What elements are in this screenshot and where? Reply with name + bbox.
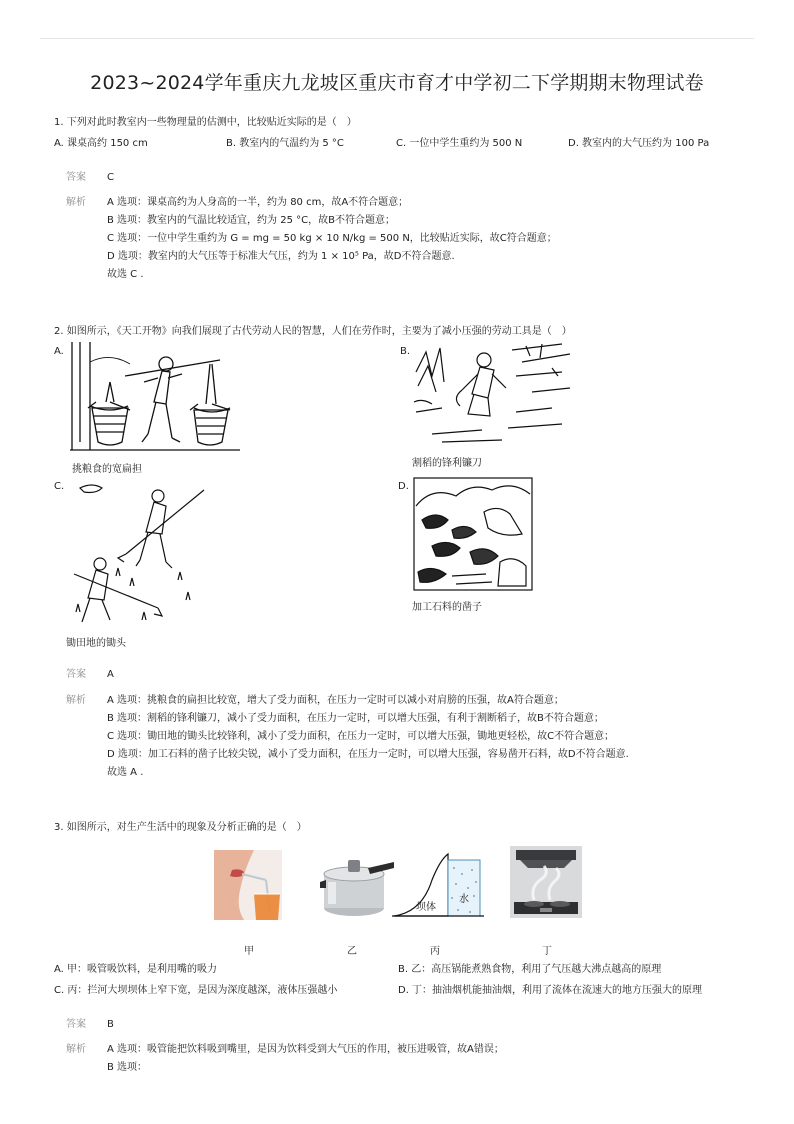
image-label-jia: 甲 — [244, 946, 254, 957]
q2-option-d-letter: D. — [398, 481, 409, 492]
dam-label: 坝体 — [416, 902, 436, 913]
q1-analysis-line: C 选项：一位中学生重约为 G = mg = 50 kg × 10 N/kg = 500 N，比较贴近实际，故C符合题意； — [107, 233, 557, 244]
q3-analysis-line: B 选项： — [107, 1062, 148, 1073]
chisel-illustration — [412, 476, 534, 594]
image-label-yi: 乙 — [347, 946, 357, 957]
q3-option-c: C. 丙：拦河大坝坝体上窄下宽，是因为深度越深，液体压强越小 — [54, 985, 338, 996]
q2-analysis-line: B 选项：割稻的锋利镰刀，减小了受力面积，在压力一定时，可以增大压强，有利于割断稻子，故B不符合题意； — [107, 713, 604, 724]
q1-option-c: C. 一位中学生重约为 500 N — [396, 138, 523, 149]
q3-option-d: D. 丁：抽油烟机能抽油烟，利用了流体在流速大的地方压强大的原理 — [398, 985, 703, 996]
q2-option-c-letter: C. — [54, 481, 65, 492]
q2-caption-a: 挑粮食的宽扁担 — [72, 464, 142, 475]
hoe-illustration — [66, 476, 212, 630]
q3-analysis-line: A 选项：吸管能把饮料吸到嘴里，是因为饮料受到大气压的作用，被压进吸管，故A错误； — [107, 1044, 504, 1055]
q2-stem: 2. 如图所示，《天工开物》向我们展现了古代劳动人民的智慧，人们在劳作时，主要为了减小压强的劳动工具是（ ） — [54, 326, 572, 337]
q1-analysis-line: 故选 C . — [107, 269, 144, 280]
q1-analysis-line: A 选项：课桌高约为人身高的一半，约为 80 cm，故A不符合题意； — [107, 197, 409, 208]
image-label-bing: 丙 — [430, 946, 440, 957]
q2-option-b-letter: B. — [400, 346, 411, 357]
q2-caption-d: 加工石料的凿子 — [412, 602, 482, 613]
q3-answer-label: 答案 — [66, 1019, 86, 1030]
header-divider — [40, 38, 754, 39]
carrying-pole-illustration — [70, 342, 242, 454]
q2-analysis-line: C 选项：锄田地的锄头比较锋利，减小了受力面积，在压力一定时，可以增大压强，锄地更轻松，故C不符合题意； — [107, 731, 615, 742]
sickle-illustration — [412, 342, 572, 448]
dam-diagram — [392, 850, 484, 918]
q1-analysis-label: 解析 — [66, 197, 86, 208]
q2-answer-label: 答案 — [66, 669, 86, 680]
q2-option-a-letter: A. — [54, 346, 64, 357]
q2-caption-b: 割稻的锋利镰刀 — [412, 458, 482, 469]
water-label: 水 — [459, 894, 469, 905]
q3-stem: 3. 如图所示，对生产生活中的现象及分析正确的是（ ） — [54, 822, 307, 833]
q3-analysis-label: 解析 — [66, 1044, 86, 1055]
q1-analysis-line: B 选项：教室内的气温比较适宜，约为 25 °C，故B不符合题意； — [107, 215, 395, 226]
q1-answer: C — [107, 172, 114, 183]
q2-analysis-line: A 选项：挑粮食的扁担比较宽，增大了受力面积，在压力一定时可以减小对肩膀的压强，故A符合题意； — [107, 695, 564, 706]
q3-option-a: A. 甲：吸管吸饮料，是利用嘴的吸力 — [54, 964, 218, 975]
q3-option-b: B. 乙：高压锅能煮熟食物，利用了气压越大沸点越高的原理 — [398, 964, 662, 975]
q2-caption-c: 锄田地的锄头 — [66, 638, 126, 649]
straw-drinking-photo — [214, 850, 282, 920]
q1-stem: 1. 下列对此时教室内一些物理量的估测中，比较贴近实际的是（ ） — [54, 117, 357, 128]
q1-option-d: D. 教室内的大气压约为 100 Pa — [568, 138, 710, 149]
q2-analysis-label: 解析 — [66, 695, 86, 706]
q2-answer: A — [107, 669, 114, 680]
q1-option-b: B. 教室内的气温约为 5 °C — [226, 138, 344, 149]
page-title: 2023~2024学年重庆九龙坡区重庆市育才中学初二下学期期末物理试卷 — [90, 72, 704, 94]
q2-analysis-line: 故选 A . — [107, 767, 144, 778]
range-hood-photo — [510, 846, 582, 918]
q2-analysis-line: D 选项：加工石料的凿子比较尖锐，减小了受力面积，在压力一定时，可以增大压强，容易凿开石料，故D不符合题意. — [107, 749, 629, 760]
image-label-ding: 丁 — [542, 946, 552, 957]
q1-option-a: A. 课桌高约 150 cm — [54, 138, 148, 149]
q3-answer: B — [107, 1019, 114, 1030]
q1-answer-label: 答案 — [66, 172, 86, 183]
q1-analysis-line: D 选项：教室内的大气压等于标准大气压，约为 1 × 10⁵ Pa，故D不符合题意. — [107, 251, 455, 262]
pressure-cooker-photo — [318, 852, 396, 918]
